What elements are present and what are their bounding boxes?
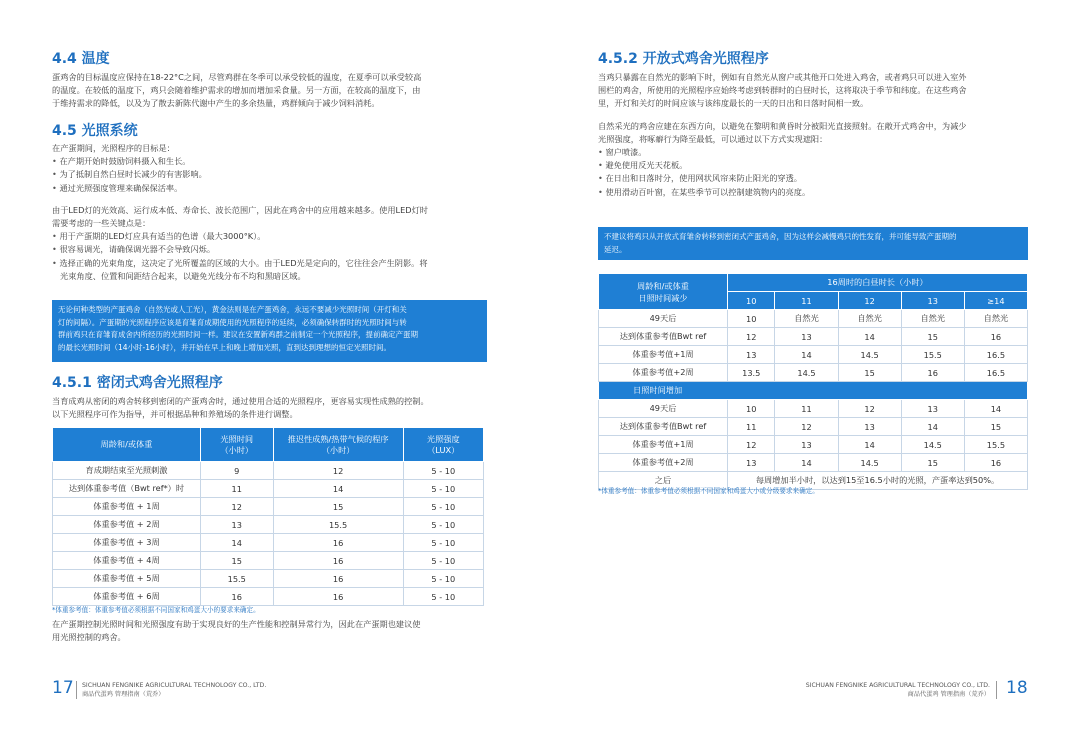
table-cell: 14.5 xyxy=(901,436,964,454)
footer-company: SICHUAN FENGNIKE AGRICULTURAL TECHNOLOGY CO., LTD. xyxy=(805,682,990,689)
table-cell: 5 - 10 xyxy=(403,480,483,498)
row-label: 达到体重参考值Bwt ref xyxy=(599,418,728,436)
table-row xyxy=(599,436,1028,454)
table-cell: 13.5 xyxy=(728,364,775,382)
bullet-item: • 避免使用反光天花板。 xyxy=(598,159,1028,172)
table-cell: 15 xyxy=(901,328,964,346)
bullet-item: • 通过光照强度管理来确保保活率。 xyxy=(52,182,487,195)
row-label: 达到体重参考值Bwt ref xyxy=(599,328,728,346)
text-line: 里，开灯和关灯的时间应该与该纬度最长的一天的日出和日落时间相一致。 xyxy=(598,98,869,109)
table-cell: 16 xyxy=(273,552,403,570)
table-cell: 15.5 xyxy=(964,436,1027,454)
col-header: 12 xyxy=(838,292,901,310)
table-row xyxy=(599,418,1028,436)
bullet-item: • 为了抵制自然白昼时长减少的有害影响。 xyxy=(52,168,487,181)
table-cell: 15 xyxy=(901,454,964,472)
table-cell: 13 xyxy=(200,516,273,534)
table-row xyxy=(53,498,484,516)
table-row xyxy=(53,588,484,606)
table-row xyxy=(599,364,1028,382)
table-cell: 13 xyxy=(901,400,964,418)
table-cell: 5 - 10 xyxy=(403,534,483,552)
table-cell: 15 xyxy=(964,418,1027,436)
bullet-item: • 在产期开始时鼓励饲料摄入和生长。 xyxy=(52,155,487,168)
bullet-continuation: 光束角度、位置和间距结合起来，以避免光线分布不均和黑暗区域。 xyxy=(60,270,306,281)
col-header: 推迟性成熟/热带气候的程序 （小时） xyxy=(273,428,403,462)
bullet-item: • 在日出和日落时分，使用网状风帘来防止阳光的穿透。 xyxy=(598,172,1028,185)
text-line: 由于LED灯的光效高、运行成本低、寿命长、波长范围广，因此在鸡舍中的应用越来越多。使用LED灯时 xyxy=(52,204,428,215)
sub-header-increase: 日照时间增加 xyxy=(599,382,1028,400)
table-row xyxy=(53,516,484,534)
heading-4-5-1: 4.5.1 密闭式鸡舍光照程序 xyxy=(52,375,223,391)
text-line: 当育成鸡从密闭的鸡舍转移到密闭的产蛋鸡舍时，通过使用合适的光照程序，更容易实现性成熟的控制。 xyxy=(52,396,429,406)
table-cell: 15 xyxy=(200,552,273,570)
footer-divider xyxy=(996,681,997,699)
page-right xyxy=(540,0,1080,732)
closed-house-light-table xyxy=(52,427,484,606)
box-line: 无论何种类型的产蛋鸡舍（自然光或人工光），黄金法则是在产蛋鸡舍，永远不要减少光照时间（开灯和关 xyxy=(58,305,407,314)
table-cell: 5 - 10 xyxy=(403,498,483,516)
heading-4-4: 4.4 温度 xyxy=(52,51,110,67)
table-cell: 11 xyxy=(200,480,273,498)
table-cell: 12 xyxy=(838,400,901,418)
table-cell: 15.5 xyxy=(273,516,403,534)
info-box-warning xyxy=(598,227,1028,260)
section-4-4 xyxy=(52,50,487,111)
table-cell: 15 xyxy=(838,364,901,382)
table-cell: 15.5 xyxy=(901,346,964,364)
table-cell: 自然光 xyxy=(775,310,838,328)
table-cell: 14 xyxy=(273,480,403,498)
table-cell: 12 xyxy=(273,462,403,480)
heading-4-5: 4.5 光照系统 xyxy=(52,123,138,139)
table-cell: 14 xyxy=(838,436,901,454)
table-row xyxy=(53,462,484,480)
box-line: 灯的间隔）。产蛋期的光照程序应该是育雏育成期使用的光照程序的延续，必须确保转群时的光照时间与转 xyxy=(58,317,407,327)
table-cell: 13 xyxy=(838,418,901,436)
table-row xyxy=(599,346,1028,364)
table-row xyxy=(53,570,484,588)
footer-divider xyxy=(76,681,77,699)
row-label: 49天后 xyxy=(599,310,728,328)
row-label-after: 之后 xyxy=(599,472,728,490)
row-label: 达到体重参考值（Bwt ref*）时 xyxy=(53,480,201,498)
table-cell: 自然光 xyxy=(901,310,964,328)
row-label: 体重参考值 + 1周 xyxy=(53,498,201,516)
table-cell: 9 xyxy=(200,462,273,480)
table-cell: 12 xyxy=(775,418,838,436)
text-line: 于维持需求的降低，以及为了散去新陈代谢中产生的多余热量，鸡群倾向于减少饲料消耗。 xyxy=(52,98,380,109)
box-line: 的最长光照时间（14小时-16小时），并开始在早上和晚上增加光照，直到达到理想的恒定光照时间。 xyxy=(58,342,392,352)
text-line: 自然采光的鸡舍应建在东西方向，以避免在黎明和黄昏时分被阳光直接照射。在敞开式鸡舍中，为减少 xyxy=(598,120,967,131)
table-cell: 15.5 xyxy=(200,570,273,588)
row-label: 49天后 xyxy=(599,400,728,418)
text-line: 以下光照程序可作为指导，并可根据品种和养殖场的条件进行调整。 xyxy=(52,409,298,420)
table-row xyxy=(599,454,1028,472)
bullet-item: • 选择正确的光束角度，这决定了光所覆盖的区域的大小。由于LED光是定向的，它往往会产生阴影。将 xyxy=(52,257,487,270)
table-row xyxy=(599,400,1028,418)
box-line: 不建议将鸡只从开放式育雏舍转移到密闭式产蛋鸡舍，因为这样会减慢鸡只的性发育，并可能导致产蛋期的 xyxy=(604,232,957,241)
open-house-light-table xyxy=(598,273,1028,490)
table-row xyxy=(53,480,484,498)
table-cell: 5 - 10 xyxy=(403,462,483,480)
table-cell: 16 xyxy=(273,570,403,588)
table-cell: 16.5 xyxy=(964,364,1027,382)
table-cell: 15 xyxy=(273,498,403,516)
box-line: 延迟。 xyxy=(604,244,627,254)
table-cell: 14 xyxy=(775,454,838,472)
section-4-5 xyxy=(52,122,487,283)
table-cell: 13 xyxy=(728,454,775,472)
row-label: 体重参考值 + 3周 xyxy=(53,534,201,552)
bullet-item: • 用于产蛋期的LED灯应具有适当的色谱（最大3000°K）。 xyxy=(52,230,487,243)
footnote: *体重参考值：体重参考值必须根据不同国家和鸡蛋大小或分级要求来确定。 xyxy=(598,487,819,495)
table-cell: 13 xyxy=(775,328,838,346)
table-cell: 5 - 10 xyxy=(403,516,483,534)
table-cell: 5 - 10 xyxy=(403,570,483,588)
row-label: 体重参考值+1周 xyxy=(599,346,728,364)
table-cell: 14.5 xyxy=(775,364,838,382)
footer-title: 商品代蛋鸡 管理指南（荒乔） xyxy=(82,691,165,698)
row-label: 体重参考值 + 5周 xyxy=(53,570,201,588)
table-cell: 14 xyxy=(964,400,1027,418)
table-body xyxy=(53,462,484,606)
group-header: 16周时的白昼时长（小时） xyxy=(728,274,1028,292)
table-cell: 14 xyxy=(200,534,273,552)
bullet-item: • 窗户喷漆。 xyxy=(598,146,1028,159)
row-label: 体重参考值+2周 xyxy=(599,364,728,382)
table-cell: 16 xyxy=(964,328,1027,346)
table-body-decrease xyxy=(599,310,1028,382)
table-cell: 14.5 xyxy=(838,346,901,364)
table-cell: 16 xyxy=(901,364,964,382)
table-cell: 14.5 xyxy=(838,454,901,472)
info-box-golden-rule xyxy=(52,300,487,362)
row-label: 体重参考值 + 2周 xyxy=(53,516,201,534)
col-header: 13 xyxy=(901,292,964,310)
table-cell: 5 - 10 xyxy=(403,588,483,606)
col-header: ≥14 xyxy=(964,292,1027,310)
table-cell: 自然光 xyxy=(964,310,1027,328)
table-row xyxy=(53,552,484,570)
text-line: 需要考虑的一些关键点是： xyxy=(52,218,151,229)
col-header: 光照时间 （小时） xyxy=(200,428,273,462)
row-label: 体重参考值+2周 xyxy=(599,454,728,472)
text-line: 当鸡只暴露在自然光的影响下时，例如有自然光从窗户或其他开口处进入鸡舍，或者鸡只可以进入室外 xyxy=(598,72,967,82)
table-body-increase xyxy=(599,400,1028,472)
table-cell: 14 xyxy=(901,418,964,436)
bullet-item: • 使用滑动百叶窗，在某些季节可以控制建筑物内的亮度。 xyxy=(598,186,1028,199)
table-cell: 11 xyxy=(728,418,775,436)
table-cell: 14 xyxy=(838,328,901,346)
footer-company: SICHUAN FENGNIKE AGRICULTURAL TECHNOLOGY CO., LTD. xyxy=(82,682,267,689)
section-4-5-1 xyxy=(52,374,487,421)
table-cell: 11 xyxy=(775,400,838,418)
table-row xyxy=(599,328,1028,346)
table-cell: 12 xyxy=(200,498,273,516)
row-label: 体重参考值+1周 xyxy=(599,436,728,454)
corner-header: 周龄和/或体重 日照时间减少 xyxy=(599,274,728,310)
table-cell: 16 xyxy=(200,588,273,606)
text-line: 光照强度，将啄癖行为降至最低，可以通过以下方式实现遮阳： xyxy=(598,133,828,144)
table-cell: 5 - 10 xyxy=(403,552,483,570)
footnote: *体重参考值：体重参考值必须根据不同国家和鸡蛋大小的要求来确定。 xyxy=(52,606,260,614)
col-header: 10 xyxy=(728,292,775,310)
text-line: 在产蛋期控制光照时间和光照强度有助于实现良好的生产性能和控制异常行为，因此在产蛋期也建议使 xyxy=(52,619,421,629)
table-cell: 12 xyxy=(728,328,775,346)
text-line: 围栏的鸡舍，所使用的光照程序应始终考虑到转群时的白昼时长，这将取决于季节和纬度。在这些鸡舍 xyxy=(598,85,967,96)
row-after-text: 每周增加半小时，以达到15至16.5小时的光照，产蛋率达到50%。 xyxy=(728,472,1028,490)
table-cell: 13 xyxy=(728,346,775,364)
footer-title: 商品代蛋鸡 管理指南（荒乔） xyxy=(907,691,990,698)
table-cell: 14 xyxy=(775,346,838,364)
text-line: 蛋鸡舍的目标温度应保持在18-22°C之间，尽管鸡群在冬季可以承受较低的温度，在夏季可以承受较高 xyxy=(52,72,422,82)
page-number: 18 xyxy=(1006,678,1028,698)
row-label: 体重参考值 + 4周 xyxy=(53,552,201,570)
left-notes xyxy=(52,605,487,644)
table-cell: 16 xyxy=(273,588,403,606)
table-cell: 12 xyxy=(728,436,775,454)
intro-text: 在产蛋期间，光照程序的目标是： xyxy=(52,143,175,153)
row-label: 体重参考值 + 6周 xyxy=(53,588,201,606)
table-cell: 16 xyxy=(964,454,1027,472)
heading-4-5-2: 4.5.2 开放式鸡舍光照程序 xyxy=(598,51,769,67)
box-line: 群前鸡只在育雏育成舍内所经历的光照时间一样。建议在安置新鸡群之前制定一个光照程序，提前确定产蛋期 xyxy=(58,330,418,340)
section-4-5-2 xyxy=(598,50,1028,199)
table-row xyxy=(53,534,484,552)
bullet-item: • 很容易调光，请确保调光器不会导致闪烁。 xyxy=(52,243,487,256)
table-cell: 自然光 xyxy=(838,310,901,328)
table-cell: 13 xyxy=(775,436,838,454)
table-cell: 16 xyxy=(273,534,403,552)
table-row xyxy=(599,310,1028,328)
text-line: 的温度。在较低的温度下，鸡只会随着维护需求的增加而增加采食量。另一方面，在较高的温度下，由 xyxy=(52,85,421,96)
table-cell: 10 xyxy=(728,310,775,328)
table-cell: 16.5 xyxy=(964,346,1027,364)
col-header: 11 xyxy=(775,292,838,310)
col-header: 光照强度 （LUX） xyxy=(403,428,483,462)
text-line: 用光照控制的鸡舍。 xyxy=(52,632,126,643)
table-cell: 10 xyxy=(728,400,775,418)
page-number: 17 xyxy=(52,678,74,698)
col-header: 周龄和/或体重 xyxy=(53,428,201,462)
row-label: 育成期结束至光照刺激 xyxy=(53,462,201,480)
